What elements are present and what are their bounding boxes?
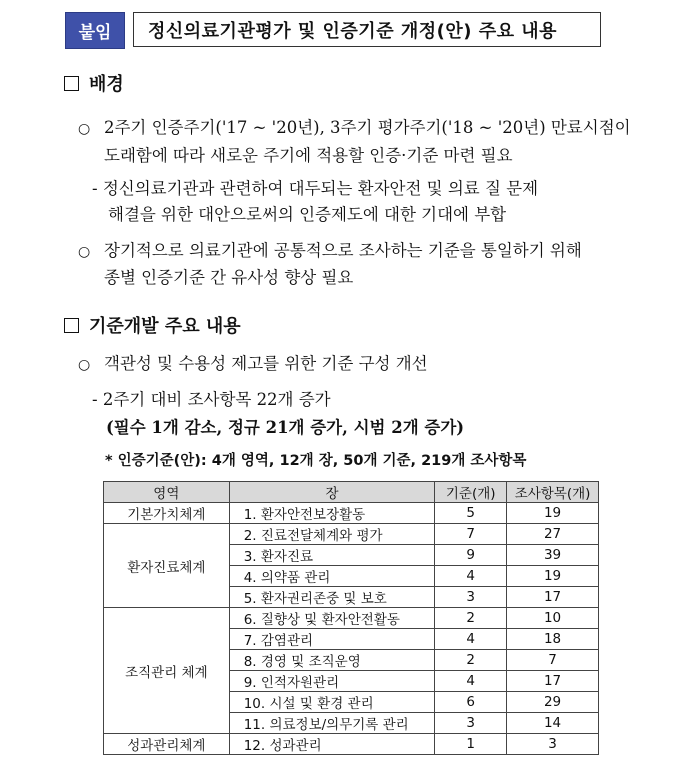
summary-note: * 인증기준(안): 4개 영역, 12개 장, 50개 기준, 219개 조사항목 bbox=[105, 453, 527, 469]
item-count-cell: 17 bbox=[507, 671, 599, 692]
document-header bbox=[65, 12, 601, 49]
standard-count-cell: 1 bbox=[435, 734, 507, 755]
paragraph-line: 도래함에 따라 새로운 주기에 적용할 인증·기준 마련 필요 bbox=[104, 146, 513, 165]
standard-count-cell: 2 bbox=[435, 650, 507, 671]
item-count-cell: 29 bbox=[507, 692, 599, 713]
chapter-cell: 8. 경영 및 조직운영 bbox=[229, 650, 435, 671]
item-count-cell: 18 bbox=[507, 629, 599, 650]
chapter-cell: 3. 환자진료 bbox=[229, 545, 435, 566]
table-row bbox=[104, 524, 599, 545]
chapter-cell: 12. 성과관리 bbox=[229, 734, 435, 755]
area-cell: 환자진료체계 bbox=[104, 524, 230, 608]
area-cell: 기본가치체계 bbox=[104, 503, 230, 524]
item-count-cell: 3 bbox=[507, 734, 599, 755]
chapter-cell: 1. 환자안전보장활동 bbox=[229, 503, 435, 524]
table-row bbox=[104, 608, 599, 629]
paragraph-line: 종별 인증기준 간 유사성 향상 필요 bbox=[104, 268, 354, 287]
chapter-cell: 4. 의약품 관리 bbox=[229, 566, 435, 587]
item-count-cell: 19 bbox=[507, 566, 599, 587]
section-title: 기준개발 주요 내용 bbox=[89, 316, 241, 337]
standard-count-cell: 3 bbox=[435, 587, 507, 608]
table-row bbox=[104, 734, 599, 755]
circle-bullet-icon: ○ bbox=[78, 244, 91, 260]
standard-count-cell: 4 bbox=[435, 629, 507, 650]
standard-count-cell: 6 bbox=[435, 692, 507, 713]
table-row bbox=[104, 503, 599, 524]
item-count-cell: 39 bbox=[507, 545, 599, 566]
standard-count-cell: 3 bbox=[435, 713, 507, 734]
attachment-tag: 붙임 bbox=[65, 12, 125, 49]
square-bullet-icon bbox=[64, 318, 79, 333]
column-header: 영역 bbox=[104, 482, 230, 503]
paragraph-line: (필수 1개 감소, 정규 21개 증가, 시범 2개 증가) bbox=[106, 418, 465, 437]
paragraph-line: 해결을 위한 대안으로써의 인증제도에 대한 기대에 부합 bbox=[108, 205, 507, 224]
square-bullet-icon bbox=[64, 76, 79, 91]
paragraph-line: ○ 2주기 인증주기('17 ~ '20년), 3주기 평가주기('18 ~ '20년) 만료시점이 bbox=[78, 118, 631, 137]
paragraph-line: ○ 장기적으로 의료기관에 공통적으로 조사하는 기준을 통일하기 위해 bbox=[78, 241, 582, 260]
chapter-cell: 6. 질향상 및 환자안전활동 bbox=[229, 608, 435, 629]
item-count-cell: 19 bbox=[507, 503, 599, 524]
item-count-cell: 10 bbox=[507, 608, 599, 629]
chapter-cell: 7. 감염관리 bbox=[229, 629, 435, 650]
standard-count-cell: 4 bbox=[435, 671, 507, 692]
area-cell: 성과관리체계 bbox=[104, 734, 230, 755]
chapter-cell: 2. 진료전달체계와 평가 bbox=[229, 524, 435, 545]
section-heading-background bbox=[64, 70, 124, 96]
paragraph-line: - 정신의료기관과 관련하여 대두되는 환자안전 및 의료 질 문제 bbox=[92, 179, 539, 198]
paragraph-line: - 2주기 대비 조사항목 22개 증가 bbox=[92, 390, 331, 409]
document-title: 정신의료기관평가 및 인증기준 개정(안) 주요 내용 bbox=[133, 12, 601, 47]
chapter-cell: 5. 환자권리존중 및 보호 bbox=[229, 587, 435, 608]
item-count-cell: 17 bbox=[507, 587, 599, 608]
standard-count-cell: 9 bbox=[435, 545, 507, 566]
circle-bullet-icon: ○ bbox=[78, 121, 91, 137]
standards-table bbox=[103, 481, 599, 755]
table-header-row bbox=[104, 482, 599, 503]
standard-count-cell: 4 bbox=[435, 566, 507, 587]
column-header: 기준(개) bbox=[435, 482, 507, 503]
paragraph-line: ○ 객관성 및 수용성 제고를 위한 기준 구성 개선 bbox=[78, 354, 428, 373]
standard-count-cell: 7 bbox=[435, 524, 507, 545]
chapter-cell: 9. 인적자원관리 bbox=[229, 671, 435, 692]
item-count-cell: 7 bbox=[507, 650, 599, 671]
chapter-cell: 11. 의료정보/의무기록 관리 bbox=[229, 713, 435, 734]
area-cell: 조직관리 체계 bbox=[104, 608, 230, 734]
standard-count-cell: 5 bbox=[435, 503, 507, 524]
item-count-cell: 27 bbox=[507, 524, 599, 545]
section-title: 배경 bbox=[89, 74, 124, 95]
item-count-cell: 14 bbox=[507, 713, 599, 734]
section-heading-development bbox=[64, 312, 241, 338]
chapter-cell: 10. 시설 및 환경 관리 bbox=[229, 692, 435, 713]
column-header: 장 bbox=[229, 482, 435, 503]
circle-bullet-icon: ○ bbox=[78, 357, 91, 373]
standard-count-cell: 2 bbox=[435, 608, 507, 629]
column-header: 조사항목(개) bbox=[507, 482, 599, 503]
